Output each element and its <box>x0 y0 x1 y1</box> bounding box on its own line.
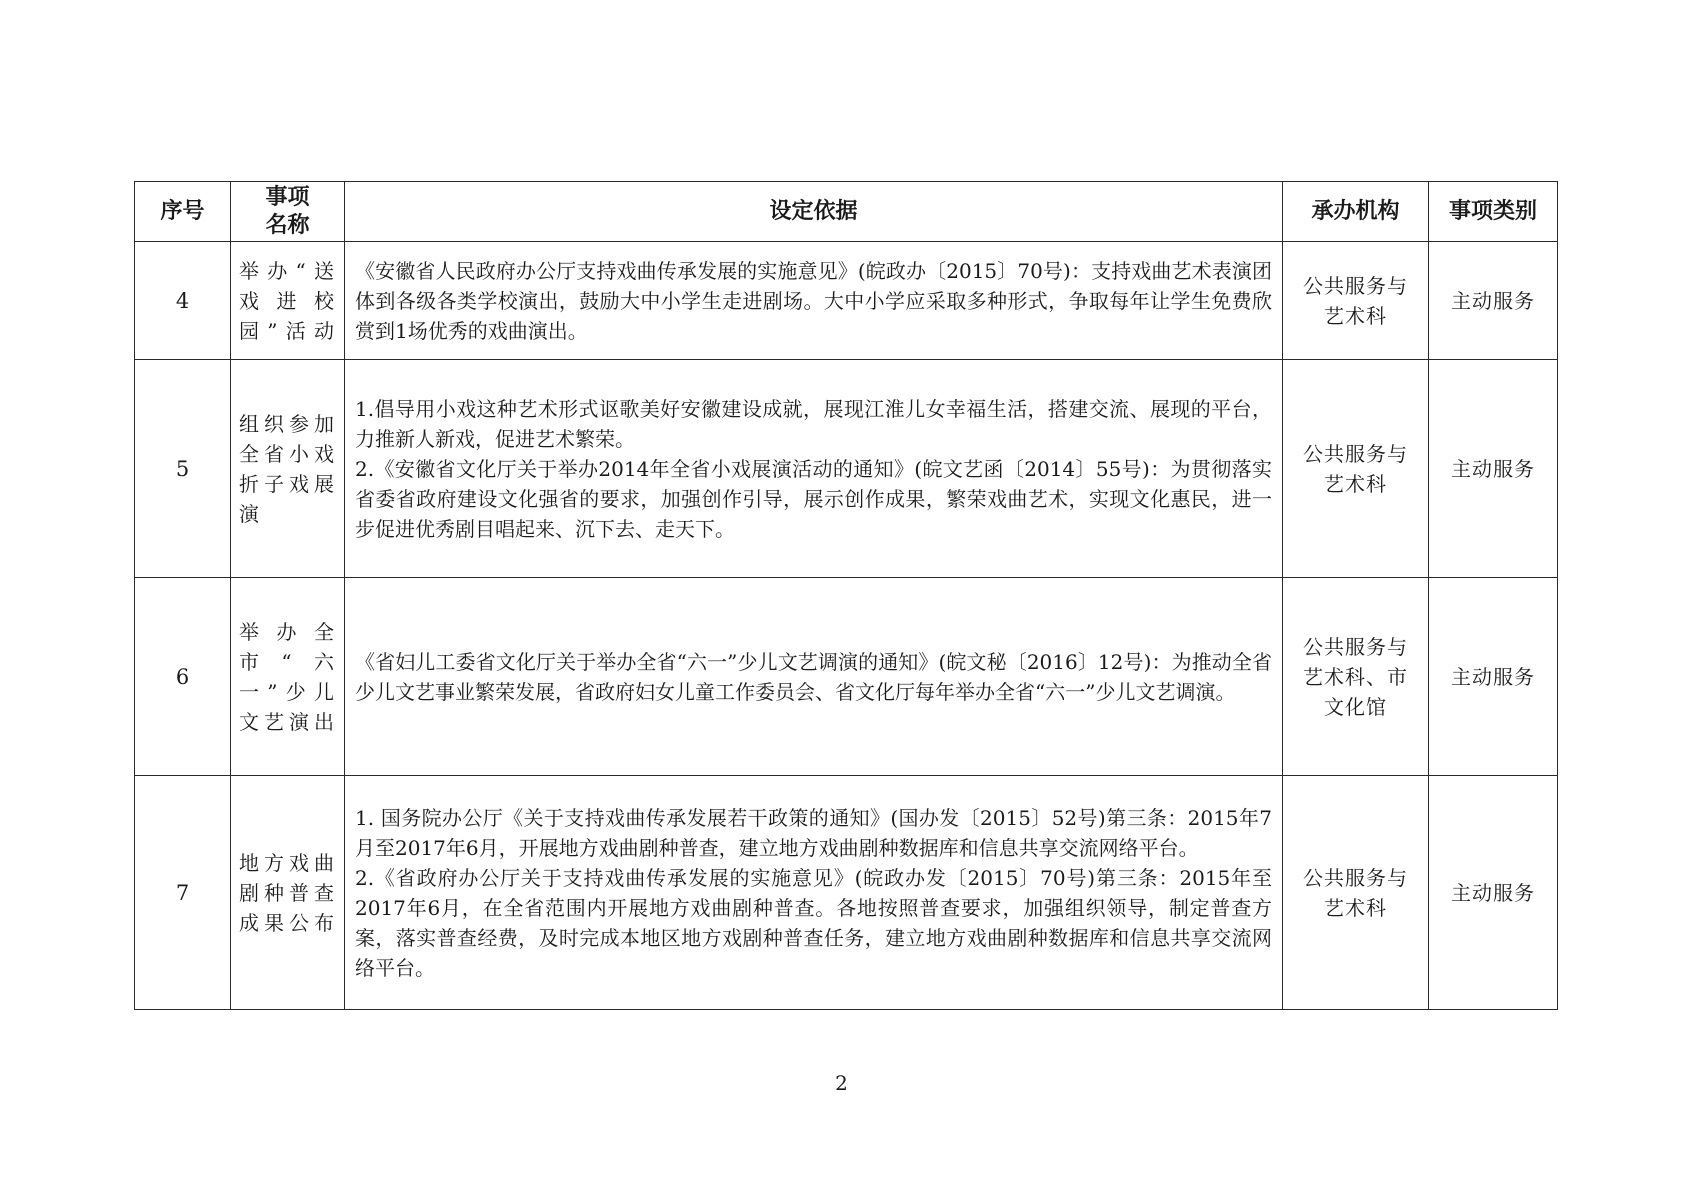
table-row <box>135 776 1558 1010</box>
basis-paragraph: 2.《省政府办公厅关于支持戏曲传承发展的实施意见》(皖政办发〔2015〕70号)第三条：2015年至2017年6月，在全省范围内开展地方戏曲剧种普查。各地按照普查要求，加强组织领导，制定普查方案，落实普查经费，及时完成本地区地方戏剧种普查任务，建立地方戏曲剧种数据库和信息共享交流网络平台。 <box>355 865 1272 980</box>
page-number: 2 <box>835 1071 848 1095</box>
row-category: 主动服务 <box>1429 776 1558 1010</box>
basis-paragraph: 《安徽省人民政府办公厅支持戏曲传承发展的实施意见》(皖政办〔2015〕70号)：支持戏曲艺术表演团体到各级各类学校演出，鼓励大中小学生走进剧场。大中小学应采取多种形式，争取每年让学生免费欣赏到1场优秀的戏曲演出。 <box>355 258 1272 343</box>
table-row <box>135 578 1558 776</box>
header-name <box>231 182 345 242</box>
row-category: 主动服务 <box>1429 242 1558 360</box>
row-org: 公共服务与艺术科 <box>1283 776 1429 1010</box>
basis-paragraph: 1.倡导用小戏这种艺术形式讴歌美好安徽建设成就，展现江淮儿女幸福生活，搭建交流、展现的平台，力推新人新戏，促进艺术繁荣。 <box>355 396 1272 451</box>
row-no: 7 <box>135 776 231 1010</box>
row-basis <box>345 776 1283 1010</box>
row-category: 主动服务 <box>1429 360 1558 578</box>
header-org: 承办机构 <box>1283 182 1429 242</box>
row-basis <box>345 242 1283 360</box>
row-basis <box>345 360 1283 578</box>
table-header-row <box>135 182 1558 242</box>
table-row <box>135 242 1558 360</box>
table-row <box>135 360 1558 578</box>
header-basis: 设定依据 <box>345 182 1283 242</box>
basis-paragraph: 1. 国务院办公厅《关于支持戏曲传承发展若干政策的通知》(国办发〔2015〕52号)第三条：2015年7月至2017年6月，开展地方戏曲剧种普查，建立地方戏曲剧种数据库和信息共享交流网络平台。 <box>355 805 1272 860</box>
row-name: 地方戏曲剧种普查成果公布 <box>231 776 345 1010</box>
row-org: 公共服务与艺术科、市文化馆 <box>1283 578 1429 776</box>
basis-paragraph: 《省妇儿工委省文化厅关于举办全省“六一”少儿文艺调演的通知》(皖文秘〔2016〕12号)：为推动全省少儿文艺事业繁荣发展，省政府妇女儿童工作委员会、省文化厅每年举办全省“六一”少儿文艺调演。 <box>355 649 1272 704</box>
header-name-line1: 事项 <box>265 184 310 210</box>
header-category: 事项类别 <box>1429 182 1558 242</box>
header-name-line2: 名称 <box>265 212 310 238</box>
row-org: 公共服务与艺术科 <box>1283 360 1429 578</box>
row-no: 6 <box>135 578 231 776</box>
row-name: 举办“送戏进校园”活动 <box>231 242 345 360</box>
row-org: 公共服务与艺术科 <box>1283 242 1429 360</box>
row-category: 主动服务 <box>1429 578 1558 776</box>
row-name: 举办全市“六一”少儿文艺演出 <box>231 578 345 776</box>
row-basis <box>345 578 1283 776</box>
service-items-table <box>134 181 1558 1010</box>
row-no: 4 <box>135 242 231 360</box>
row-name: 组织参加全省小戏折子戏展演 <box>231 360 345 578</box>
header-no: 序号 <box>135 182 231 242</box>
basis-paragraph: 2.《安徽省文化厅关于举办2014年全省小戏展演活动的通知》(皖文艺函〔2014〕55号)：为贯彻落实省委省政府建设文化强省的要求，加强创作引导，展示创作成果，繁荣戏曲艺术，实现文化惠民，进一步促进优秀剧目唱起来、沉下去、走天下。 <box>355 456 1272 541</box>
row-no: 5 <box>135 360 231 578</box>
